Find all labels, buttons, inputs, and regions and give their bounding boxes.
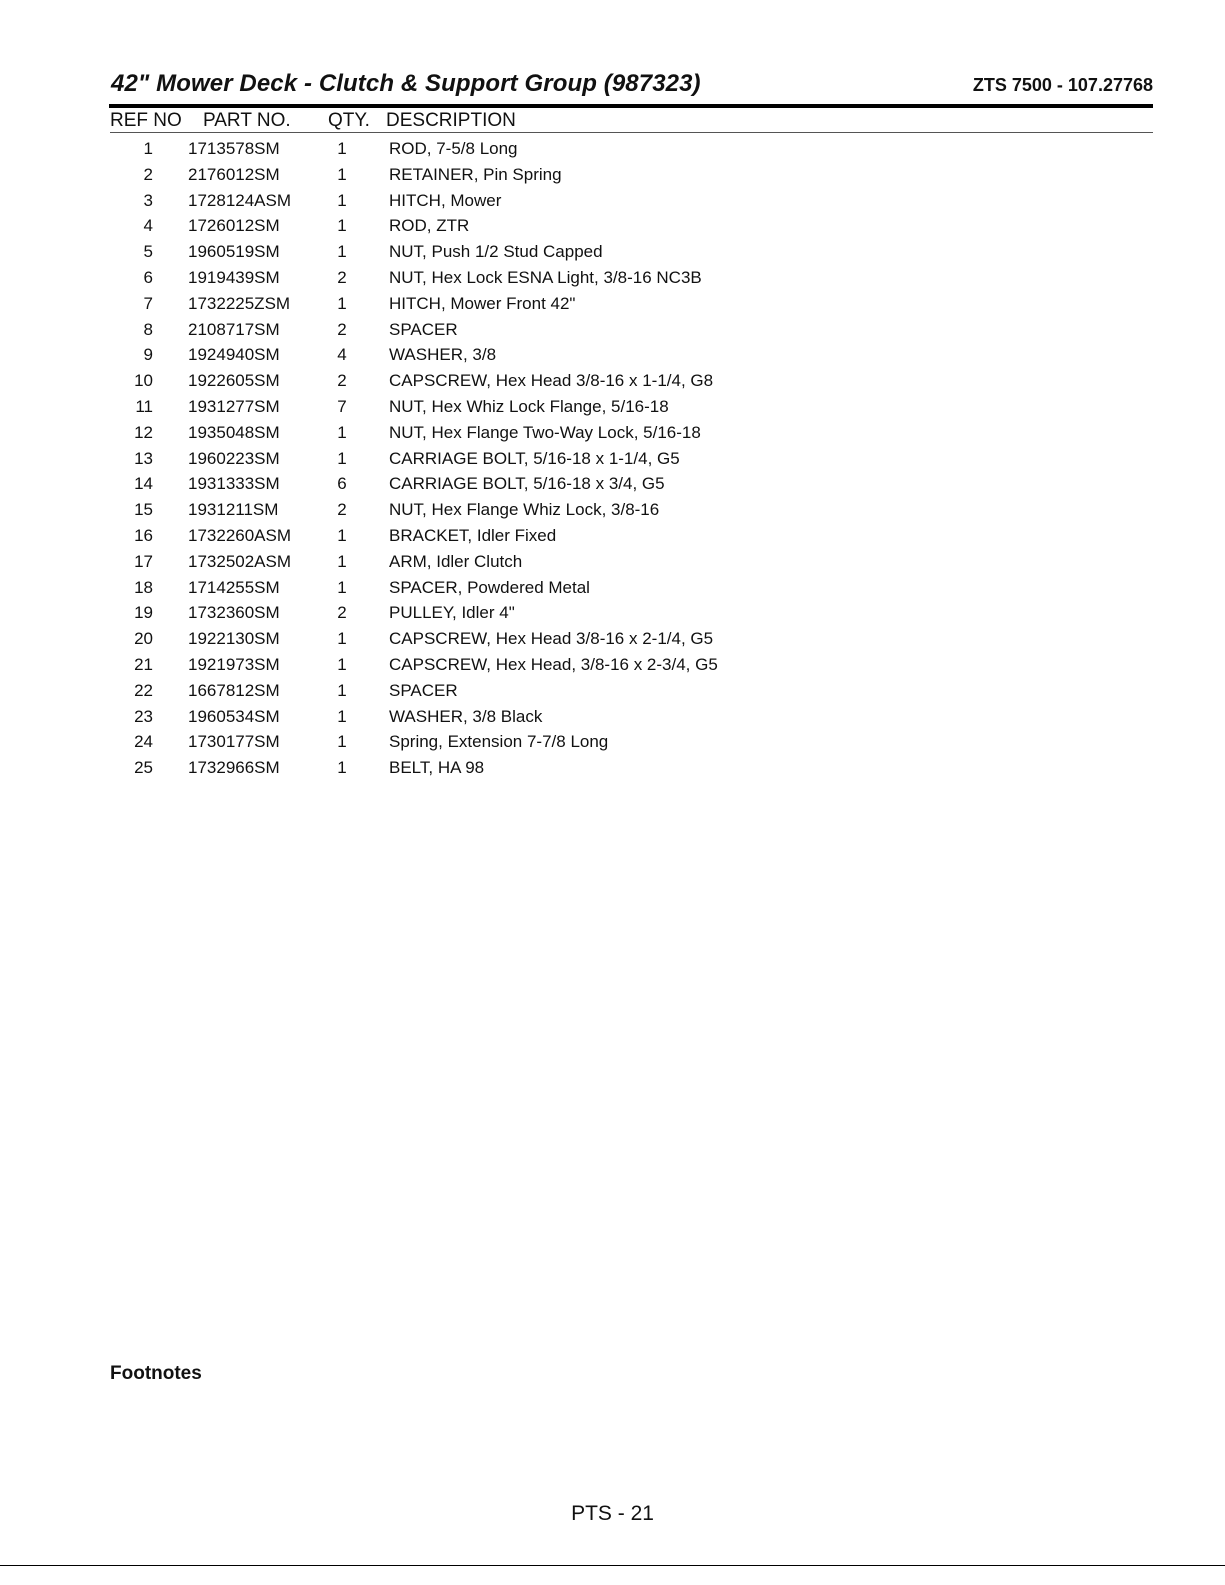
table-row [110, 188, 1153, 214]
table-row [110, 626, 1153, 652]
description-cell: HITCH, Mower Front 42" [389, 293, 576, 313]
ref-no-cell: 12 [134, 422, 153, 442]
description-cell: ROD, ZTR [389, 216, 470, 236]
table-row [110, 342, 1153, 368]
description-cell: NUT, Hex Flange Two-Way Lock, 5/16-18 [389, 422, 701, 442]
table-row [110, 497, 1153, 523]
part-no-cell: 1931211SM [188, 500, 279, 520]
part-no-cell: 1922130SM [188, 629, 280, 649]
qty-cell: 2 [337, 267, 347, 287]
table-row [110, 678, 1153, 704]
part-no-cell: 1919439SM [188, 267, 280, 287]
description-cell: BELT, HA 98 [389, 758, 485, 778]
table-row [110, 213, 1153, 239]
ref-no-cell: 14 [134, 474, 153, 494]
description-cell: CARRIAGE BOLT, 5/16-18 x 3/4, G5 [389, 474, 665, 494]
ref-no-cell: 9 [143, 345, 153, 365]
qty-cell: 1 [337, 654, 347, 674]
description-cell: CARRIAGE BOLT, 5/16-18 x 1-1/4, G5 [389, 448, 680, 468]
table-row [110, 652, 1153, 678]
ref-no-cell: 22 [134, 680, 153, 700]
ref-no-cell: 15 [134, 500, 153, 520]
table-row [110, 136, 1153, 162]
qty-cell: 1 [337, 242, 347, 262]
part-no-cell: 1713578SM [188, 139, 280, 158]
description-cell: ROD, 7-5/8 Long [389, 139, 518, 158]
ref-no-cell: 7 [143, 293, 153, 313]
part-no-cell: 1960519SM [188, 242, 280, 262]
qty-cell: 1 [337, 551, 347, 571]
ref-no-cell: 17 [134, 551, 153, 571]
part-no-cell: 1728124ASM [188, 190, 292, 210]
qty-cell: 1 [337, 422, 347, 442]
bottom-divider [0, 1565, 1225, 1566]
description-cell: NUT, Hex Flange Whiz Lock, 3/8-16 [389, 500, 660, 520]
part-no-cell: 1732966SM [188, 758, 280, 778]
ref-no-cell: 16 [134, 525, 153, 545]
table-row [110, 317, 1153, 343]
description-cell: HITCH, Mower [389, 190, 502, 210]
qty-cell: 2 [337, 500, 347, 520]
description-cell: WASHER, 3/8 [389, 345, 497, 365]
description-cell: NUT, Push 1/2 Stud Capped [389, 242, 603, 262]
part-no-cell: 1922605SM [188, 371, 280, 391]
table-row [110, 239, 1153, 265]
column-header-description: DESCRIPTION [386, 110, 516, 131]
qty-cell: 1 [337, 577, 347, 597]
ref-no-cell: 25 [134, 758, 153, 778]
ref-no-cell: 1 [143, 139, 153, 158]
part-no-cell: 1732360SM [188, 603, 280, 623]
page-number: PTS - 21 [571, 1502, 654, 1525]
part-no-cell: 1960223SM [188, 448, 280, 468]
table-row [110, 549, 1153, 575]
description-cell: SPACER [389, 319, 458, 339]
header-divider [109, 104, 1153, 108]
qty-cell: 7 [337, 396, 347, 416]
qty-cell: 1 [337, 680, 347, 700]
table-row [110, 471, 1153, 497]
qty-cell: 2 [337, 603, 347, 623]
table-row [110, 729, 1153, 755]
column-header-qty: QTY. [328, 110, 370, 131]
ref-no-cell: 18 [134, 577, 153, 597]
part-no-cell: 1667812SM [188, 680, 280, 700]
qty-cell: 1 [337, 164, 347, 184]
part-no-cell: 1931333SM [188, 474, 280, 494]
ref-no-cell: 5 [143, 242, 153, 262]
description-cell: WASHER, 3/8 Black [389, 706, 543, 726]
qty-cell: 1 [337, 448, 347, 468]
description-cell: PULLEY, Idler 4" [389, 603, 515, 623]
part-no-cell: 1935048SM [188, 422, 280, 442]
qty-cell: 1 [337, 629, 347, 649]
description-cell: BRACKET, Idler Fixed [389, 525, 557, 545]
ref-no-cell: 23 [134, 706, 153, 726]
part-no-cell: 1726012SM [188, 216, 280, 236]
description-cell: CAPSCREW, Hex Head 3/8-16 x 1-1/4, G8 [389, 371, 714, 391]
qty-cell: 2 [337, 319, 347, 339]
part-no-cell: 1924940SM [188, 345, 280, 365]
ref-no-cell: 21 [134, 654, 153, 674]
qty-cell: 6 [337, 474, 347, 494]
table-row [110, 523, 1153, 549]
model-number: ZTS 7500 - 107.27768 [972, 75, 1153, 95]
table-row [110, 420, 1153, 446]
parts-list [110, 136, 1153, 781]
ref-no-cell: 4 [143, 216, 153, 236]
part-no-cell: 1931277SM [188, 396, 280, 416]
table-row [110, 600, 1153, 626]
ref-no-cell: 24 [134, 732, 153, 752]
page-title: 42" Mower Deck - Clutch & Support Group (987323) [111, 70, 701, 97]
description-cell: NUT, Hex Lock ESNA Light, 3/8-16 NC3B [389, 267, 702, 287]
description-cell: SPACER, Powdered Metal [389, 577, 590, 597]
ref-no-cell: 8 [143, 319, 153, 339]
ref-no-cell: 11 [135, 396, 153, 416]
part-no-cell: 1730177SM [188, 732, 280, 752]
part-no-cell: 1714255SM [188, 577, 280, 597]
footnotes-heading: Footnotes [110, 1363, 202, 1384]
description-cell: NUT, Hex Whiz Lock Flange, 5/16-18 [389, 396, 669, 416]
part-no-cell: 1732260ASM [188, 525, 292, 545]
description-cell: ARM, Idler Clutch [389, 551, 523, 571]
ref-no-cell: 2 [143, 164, 153, 184]
page-header [111, 70, 1153, 98]
part-no-cell: 2176012SM [188, 164, 280, 184]
table-row [110, 755, 1153, 781]
table-row [110, 704, 1153, 730]
qty-cell: 1 [337, 190, 347, 210]
table-row [110, 368, 1153, 394]
table-row [110, 575, 1153, 601]
qty-cell: 1 [337, 216, 347, 236]
ref-no-cell: 6 [143, 267, 153, 287]
qty-cell: 1 [337, 758, 347, 778]
table-row [110, 291, 1153, 317]
part-no-cell: 1732225ZSM [188, 293, 291, 313]
description-cell: SPACER [389, 680, 458, 700]
qty-cell: 2 [337, 371, 347, 391]
column-header-part-no: PART NO. [203, 110, 291, 131]
table-row [110, 162, 1153, 188]
ref-no-cell: 20 [134, 629, 153, 649]
ref-no-cell: 13 [134, 448, 153, 468]
part-no-cell: 1960534SM [188, 706, 280, 726]
table-row [110, 446, 1153, 472]
part-no-cell: 2108717SM [188, 319, 280, 339]
ref-no-cell: 19 [134, 603, 153, 623]
description-cell: Spring, Extension 7-7/8 Long [389, 732, 609, 752]
description-cell: RETAINER, Pin Spring [389, 164, 562, 184]
part-no-cell: 1921973SM [188, 654, 280, 674]
qty-cell: 1 [337, 139, 347, 158]
qty-cell: 1 [337, 293, 347, 313]
qty-cell: 1 [337, 732, 347, 752]
table-row [110, 265, 1153, 291]
qty-cell: 1 [337, 525, 347, 545]
part-no-cell: 1732502ASM [188, 551, 292, 571]
table-row [110, 394, 1153, 420]
column-header-ref-no: REF NO [110, 110, 182, 131]
qty-cell: 1 [337, 706, 347, 726]
description-cell: CAPSCREW, Hex Head, 3/8-16 x 2-3/4, G5 [389, 654, 718, 674]
qty-cell: 4 [337, 345, 347, 365]
ref-no-cell: 3 [143, 190, 153, 210]
description-cell: CAPSCREW, Hex Head 3/8-16 x 2-1/4, G5 [389, 629, 714, 649]
column-header-row [110, 110, 1153, 133]
ref-no-cell: 10 [134, 371, 153, 391]
